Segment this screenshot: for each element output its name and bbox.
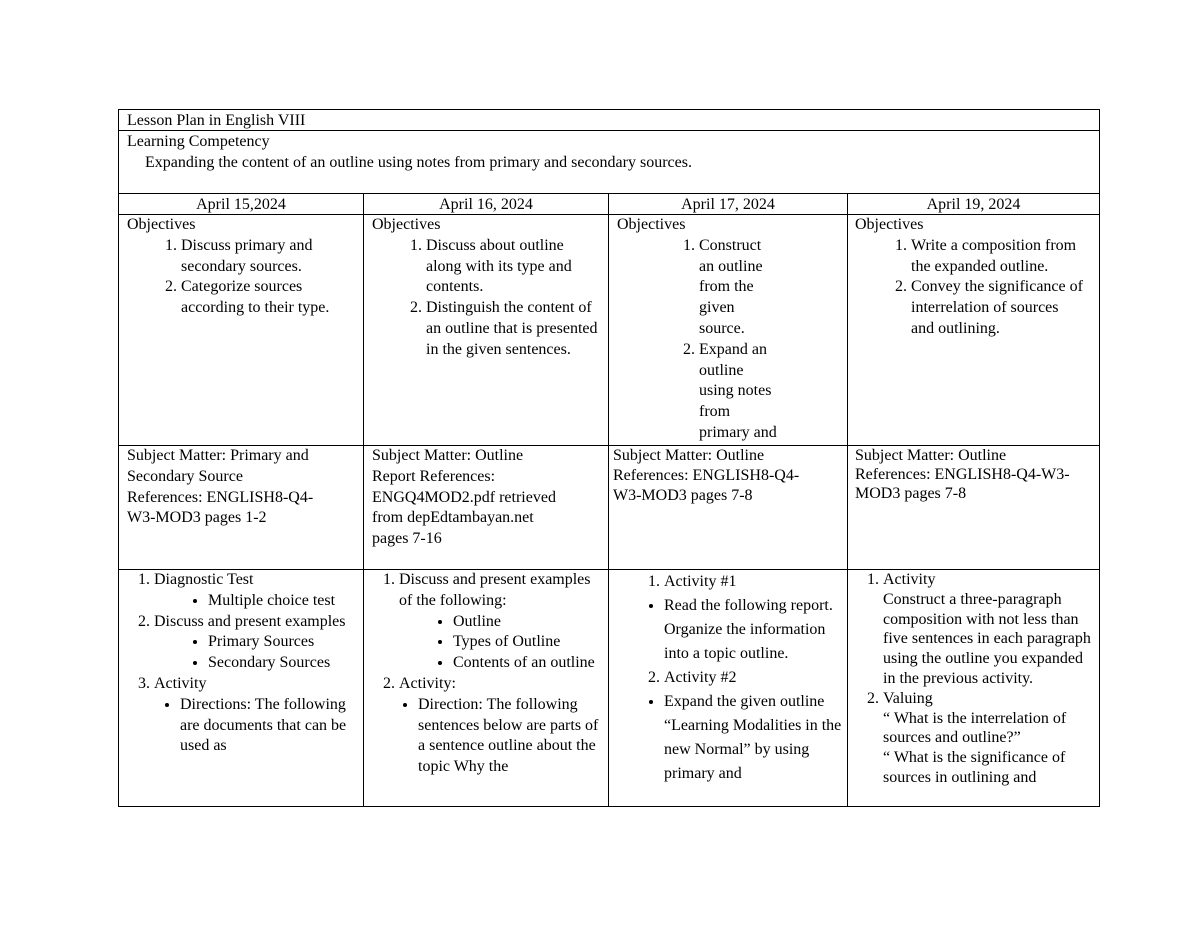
procedure-bullet: • Expand the given outline “Learning Modalities in the new Normal” by using primary and [664, 690, 847, 786]
column-divider [608, 194, 609, 806]
procedure-bullet: • Outline [453, 612, 606, 633]
objective-item: 2. Expand an outline using notes from primary and [699, 340, 777, 444]
objective-item: 2. Distinguish the content of an outline that is presented in the given sentences. [426, 298, 602, 360]
procedure-item-text: Discuss and present examples [154, 612, 346, 630]
procedure-item [883, 689, 1099, 788]
subject-matter-cell-3 [613, 446, 843, 568]
procedure-bullet: • Directions: The following are documents that can be used as [180, 695, 361, 757]
procedure-bullet: • Direction: The following sentences below are parts of a sentence outline about the topic Why the [418, 695, 606, 778]
objective-item: 2. Convey the significance of interrelation of sources and outlining. [911, 277, 1085, 339]
procedure-sublist [418, 695, 606, 778]
subject-line: Subject Matter: Outline [613, 447, 765, 464]
subject-matter-cell-2 [372, 446, 602, 568]
procedure-cell-1 [127, 570, 361, 806]
procedure-sublist [664, 594, 847, 666]
objectives-list [181, 236, 359, 319]
subject-line: Subject Matter: Outline [855, 447, 1007, 464]
procedure-bullet: • Secondary Sources [208, 653, 361, 674]
procedure-bullet: • Read the following report. Organize the information into a topic outline. [664, 594, 847, 666]
competency-label: Learning Competency [127, 133, 270, 150]
objectives-cell-2 [372, 215, 602, 443]
procedure-item-text: Diagnostic Test [154, 571, 254, 588]
procedure-paragraph: Construct a three-paragraph composition with not less than five sentences in each paragraph using the outline you expanded in the previous activity. [883, 590, 1091, 687]
objectives-label: Objectives [127, 216, 196, 233]
procedure-bullet: • Contents of an outline [453, 653, 606, 674]
subject-line: Subject Matter: Outline [372, 447, 524, 464]
procedure-item-text: Valuing [883, 689, 933, 707]
objectives-list [426, 236, 602, 361]
subject-line: W3-MOD3 pages 7-8 [613, 487, 753, 504]
competency-row [119, 131, 1099, 194]
objectives-label: Objectives [855, 216, 924, 233]
subject-line: Subject Matter: Primary and [127, 447, 309, 464]
procedure-list [664, 570, 847, 594]
objective-item: 2. Categorize sources according to their type. [181, 277, 359, 319]
subject-line: from depEdtambayan.net [372, 509, 534, 527]
procedure-list [664, 666, 847, 690]
objective-item: 1. Discuss about outline along with its type and contents. [426, 236, 602, 298]
procedure-item [154, 570, 361, 612]
objectives-list [699, 236, 777, 444]
procedure-cell-2 [372, 570, 606, 806]
procedure-bullet: • Multiple choice test [208, 591, 361, 612]
procedure-cell-3 [617, 570, 847, 806]
procedure-sublist [453, 612, 606, 674]
objectives-cell-1 [127, 215, 359, 443]
objective-item: 1. Write a composition from the expanded outline. [911, 236, 1085, 278]
procedure-list [154, 570, 361, 757]
objectives-cell-4 [855, 215, 1085, 443]
procedure-sublist [664, 690, 847, 786]
column-divider [847, 194, 848, 806]
procedure-question: “ What is the significance of sources in outlining and [883, 749, 1066, 786]
date-cell-4: April 19, 2024 [926, 196, 1021, 213]
lesson-plan-title: Lesson Plan in English VIII [127, 112, 306, 129]
procedure-item-text: Activity [154, 674, 207, 692]
objectives-label: Objectives [617, 216, 686, 233]
objectives-label: Objectives [372, 216, 441, 233]
subject-line: Secondary Source [127, 467, 243, 485]
procedure-cell-4 [856, 570, 1099, 806]
date-cell-1: April 15,2024 [196, 196, 286, 213]
procedure-bullet: • Primary Sources [208, 632, 361, 653]
subject-matter-cell-4 [855, 446, 1095, 568]
subject-line: MOD3 pages 7-8 [855, 485, 967, 502]
subject-line: ENGQ4MOD2.pdf retrieved [372, 488, 556, 506]
procedure-item-text: Activity [883, 571, 936, 588]
subject-line: References: ENGLISH8-Q4- [127, 488, 314, 506]
procedure-item [399, 674, 606, 778]
procedure-list [399, 570, 606, 778]
objectives-cell-3 [617, 215, 777, 444]
procedure-sublist [208, 632, 361, 674]
procedure-item [154, 674, 361, 757]
subject-line: References: ENGLISH8-Q4-W3- [855, 466, 1070, 483]
procedure-item: 1. Activity #1 [664, 570, 847, 594]
title-row [119, 110, 1099, 131]
procedure-list [883, 570, 1099, 788]
objectives-list [911, 236, 1085, 340]
procedure-sublist [180, 695, 361, 757]
subject-line: References: ENGLISH8-Q4- [613, 467, 800, 484]
objective-item: 1. Discuss primary and secondary sources. [181, 236, 359, 278]
column-divider [363, 194, 364, 806]
procedure-item [883, 570, 1099, 689]
lesson-plan-table [118, 109, 1100, 807]
procedure-item [399, 570, 606, 674]
procedure-item-text: Discuss and present examples of the following: [399, 571, 591, 609]
procedure-question: “ What is the interrelation of sources and outline?” [883, 709, 1067, 747]
procedure-item [154, 612, 361, 674]
procedure-bullet: • Types of Outline [453, 632, 606, 653]
competency-text: Expanding the content of an outline using notes from primary and secondary sources. [145, 154, 692, 171]
date-cell-2: April 16, 2024 [439, 196, 533, 213]
subject-matter-cell-1 [127, 446, 359, 568]
subject-line: W3-MOD3 pages 1-2 [127, 509, 267, 527]
subject-line: Report References: [372, 467, 496, 485]
procedure-item-text: Activity: [399, 674, 456, 692]
procedure-item: 2. Activity #2 [664, 666, 847, 690]
subject-line: pages 7-16 [372, 530, 442, 548]
objective-item: 1. Construct an outline from the given source. [699, 236, 777, 340]
date-cell-3: April 17, 2024 [681, 196, 775, 213]
procedure-sublist [208, 591, 361, 612]
